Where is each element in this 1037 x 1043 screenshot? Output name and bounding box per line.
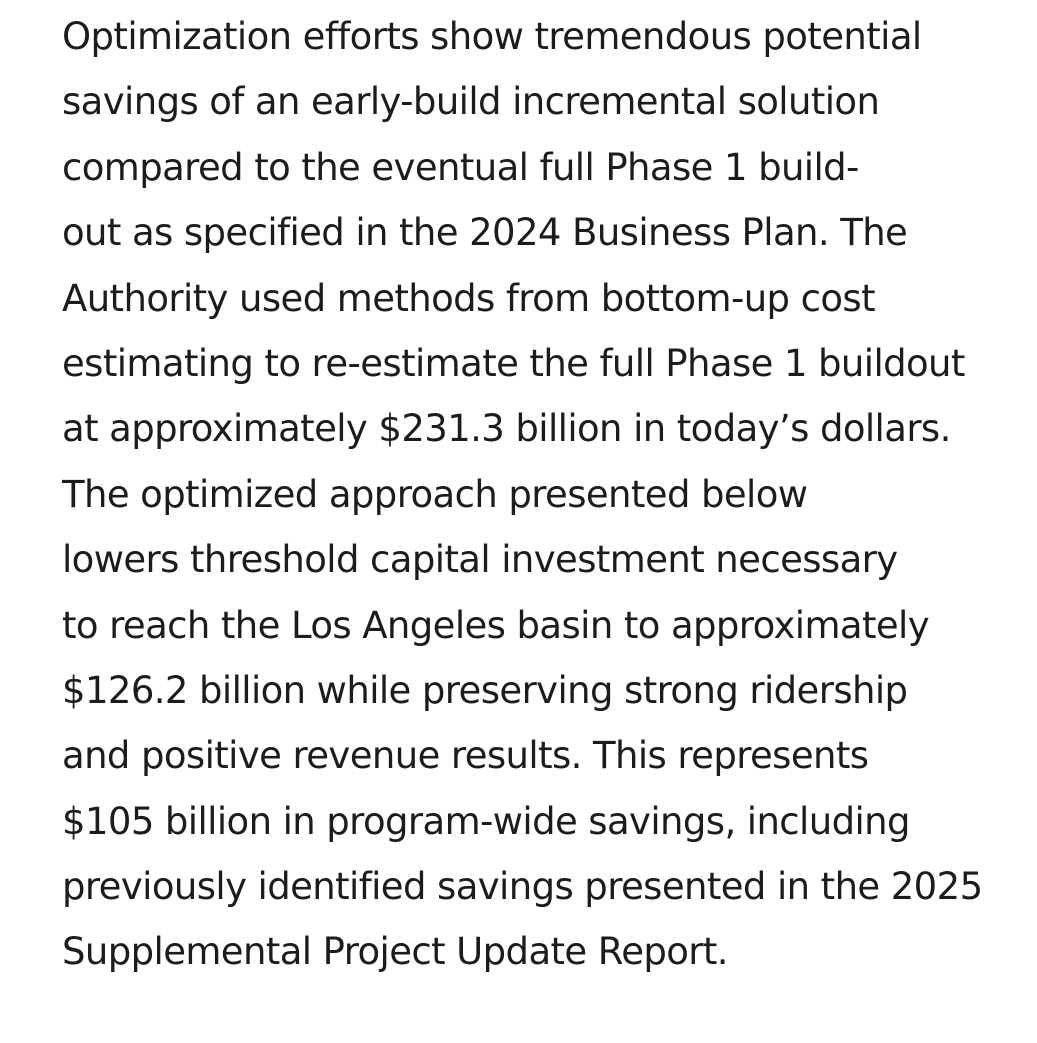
body-paragraph [62,4,1022,985]
paragraph-line-9: lowers threshold capital investment necessary [62,538,898,582]
paragraph-line-1: Optimization efforts show tremendous potential [62,15,922,58]
paragraph-line-4: out as specified in the 2024 Business Plan. The [62,211,908,255]
paragraph-line-6: estimating to re-estimate the full Phase 1 buildout [62,341,965,385]
paragraph-line-12: and positive revenue results. This represents [62,734,869,778]
paragraph-line-14: previously identified savings presented in the 2025 [62,865,983,909]
paragraph-line-11: $126.2 billion while preserving strong ridership [62,668,908,712]
paragraph-line-5: Authority used methods from bottom-up cost [62,276,875,320]
paragraph-line-8: The optimized approach presented below [62,472,808,516]
paragraph-line-7: at approximately $231.3 billion in today’s dollars. [62,407,951,451]
paragraph-line-2: savings of an early-build incremental solution [62,80,880,124]
paragraph-line-10: to reach the Los Angeles basin to approximately [62,603,930,647]
paragraph-line-3: compared to the eventual full Phase 1 build- [62,145,859,189]
paragraph-line-15: Supplemental Project Update Report. [62,930,728,974]
paragraph-line-13: $105 billion in program-wide savings, including [62,799,910,843]
